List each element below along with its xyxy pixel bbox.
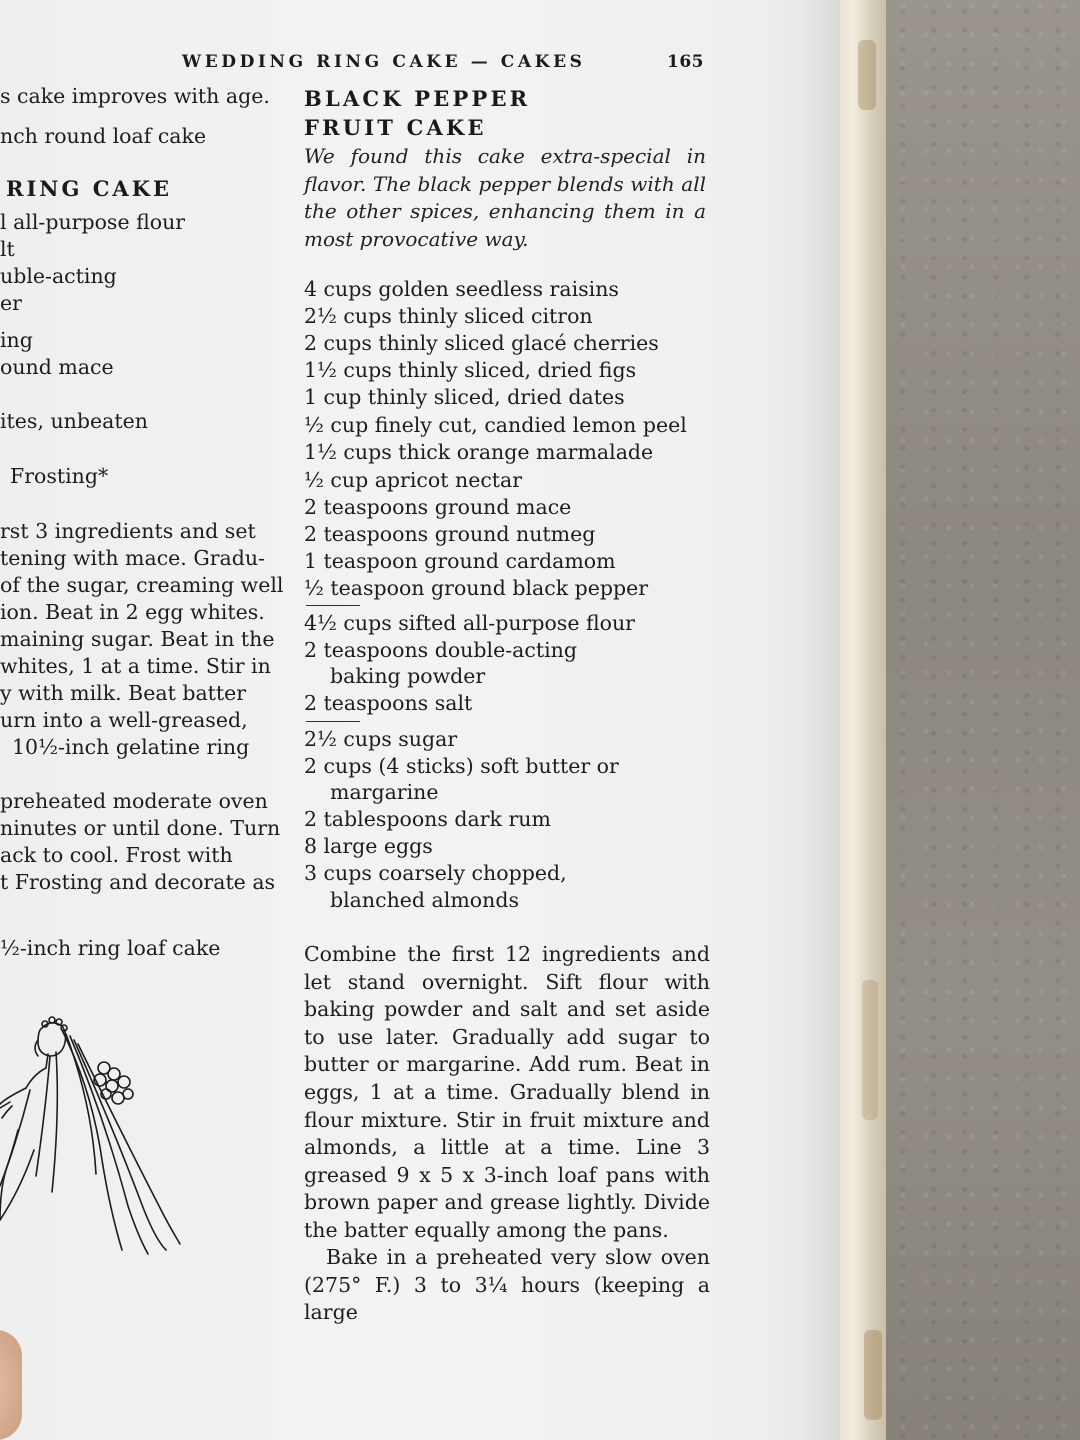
left-method-line: rst 3 ingredients and set [0, 519, 256, 543]
edge-stain [858, 40, 876, 110]
method-paragraph: Bake in a preheated very slow oven (275° F.) 3 to 3¼ hours (keeping a large [304, 1245, 710, 1325]
ingredient-line: ½ teaspoon ground black pepper [304, 576, 649, 600]
ingredient-line: 1 teaspoon ground cardamom [304, 549, 616, 573]
ingredient-line: 2 teaspoons salt [304, 691, 473, 715]
left-method-line: 10½-inch gelatine ring [12, 735, 250, 759]
ingredient-line: 2 cups (4 sticks) soft butter or [304, 754, 619, 778]
left-ingredient-line: er [0, 291, 22, 315]
ingredient-line: 3 cups coarsely chopped, [304, 861, 567, 885]
ingredient-line: 1 cup thinly sliced, dried dates [304, 385, 625, 409]
thumb [0, 1330, 22, 1440]
running-header [182, 52, 704, 78]
ingredient-line: 2½ cups sugar [304, 727, 458, 751]
left-method-line: whites, 1 at a time. Stir in [0, 654, 271, 678]
method-paragraph: Combine the first 12 ingredients and let stand overnight. Sift flour with baking powder and salt and set aside to use later. Gradually add sugar to butter or margarine. Add rum. Beat in eggs, 1 at a time. Gradually blend in flour mixture. Stir in fruit mixture and almonds, a little at a time. Line 3 greased 9 x 5 x 3-inch loaf pans with brown paper and grease lightly. Divide the batter equally among the pans. [304, 942, 710, 1242]
left-ingredient-line: uble-acting [0, 264, 117, 288]
recipe-title [304, 84, 530, 142]
recipe-title-line1: BLACK PEPPER [304, 86, 531, 111]
ingredient-line: 2 teaspoons ground mace [304, 495, 572, 519]
left-method-line: preheated moderate oven [0, 789, 268, 813]
ingredient-line: ½ cup apricot nectar [304, 468, 523, 492]
ingredient-divider [306, 605, 360, 606]
left-ingredient-line: lt [0, 237, 15, 261]
ingredient-line: 8 large eggs [304, 834, 433, 858]
recipe-title-line2: FRUIT CAKE [304, 115, 487, 140]
ingredient-line: 2 teaspoons ground nutmeg [304, 522, 596, 546]
left-method-line: ack to cool. Frost with [0, 843, 233, 867]
ingredient-line-continued: blanched almonds [330, 888, 519, 912]
ingredient-line: 1½ cups thick orange marmalade [304, 440, 654, 464]
left-ingredient-line: l all-purpose flour [0, 210, 186, 234]
recipe-intro: We found this cake extra-special in flavor. The black pepper blends with all the other spices, enhancing them in a most provocative way. [304, 144, 706, 251]
left-text-line: s cake improves with age. [0, 84, 270, 108]
ingredient-line-continued: margarine [330, 780, 439, 804]
page-number: 165 [667, 52, 704, 72]
ingredient-line: ½ cup finely cut, candied lemon peel [304, 413, 687, 437]
left-method-line: urn into a well-greased, [0, 708, 248, 732]
ingredient-line: 4 cups golden seedless raisins [304, 277, 619, 301]
ingredient-line: 4½ cups sifted all-purpose flour [304, 611, 635, 635]
ingredient-line: 2 cups thinly sliced glacé cherries [304, 331, 659, 355]
left-method-line: y with milk. Beat batter [0, 681, 247, 705]
edge-stain [864, 1330, 882, 1420]
left-method-line: t Frosting and decorate as [0, 870, 276, 894]
left-ingredient-line: ing [0, 328, 33, 352]
ingredient-divider [306, 721, 360, 722]
ingredient-line: 2½ cups thinly sliced citron [304, 304, 593, 328]
left-ingredient-line: ites, unbeaten [0, 409, 148, 433]
book-page-edges [836, 0, 886, 1440]
running-title: WEDDING RING CAKE — CAKES [182, 52, 586, 72]
left-yield-line: ½-inch ring loaf cake [0, 936, 221, 960]
left-method-line: tening with mace. Gradu- [0, 546, 265, 570]
left-text-line: nch round loaf cake [0, 124, 207, 148]
left-ingredient-line: Frosting* [10, 464, 109, 488]
left-method-line: ion. Beat in 2 egg whites. [0, 600, 265, 624]
page-shadow [800, 0, 840, 1440]
left-method-line: maining sugar. Beat in the [0, 627, 275, 651]
edge-stain [862, 980, 878, 1120]
left-method-line: of the sugar, creaming well [0, 573, 284, 597]
ingredient-line-continued: baking powder [330, 664, 486, 688]
ingredient-line: 1½ cups thinly sliced, dried figs [304, 358, 637, 382]
ingredient-line: 2 teaspoons double-acting [304, 638, 577, 662]
left-method-line: ninutes or until done. Turn [0, 816, 281, 840]
ingredient-line: 2 tablespoons dark rum [304, 807, 551, 831]
bride-illustration [0, 1010, 190, 1260]
left-ingredient-line: ound mace [0, 355, 114, 379]
left-recipe-heading: RING CAKE [6, 176, 172, 201]
